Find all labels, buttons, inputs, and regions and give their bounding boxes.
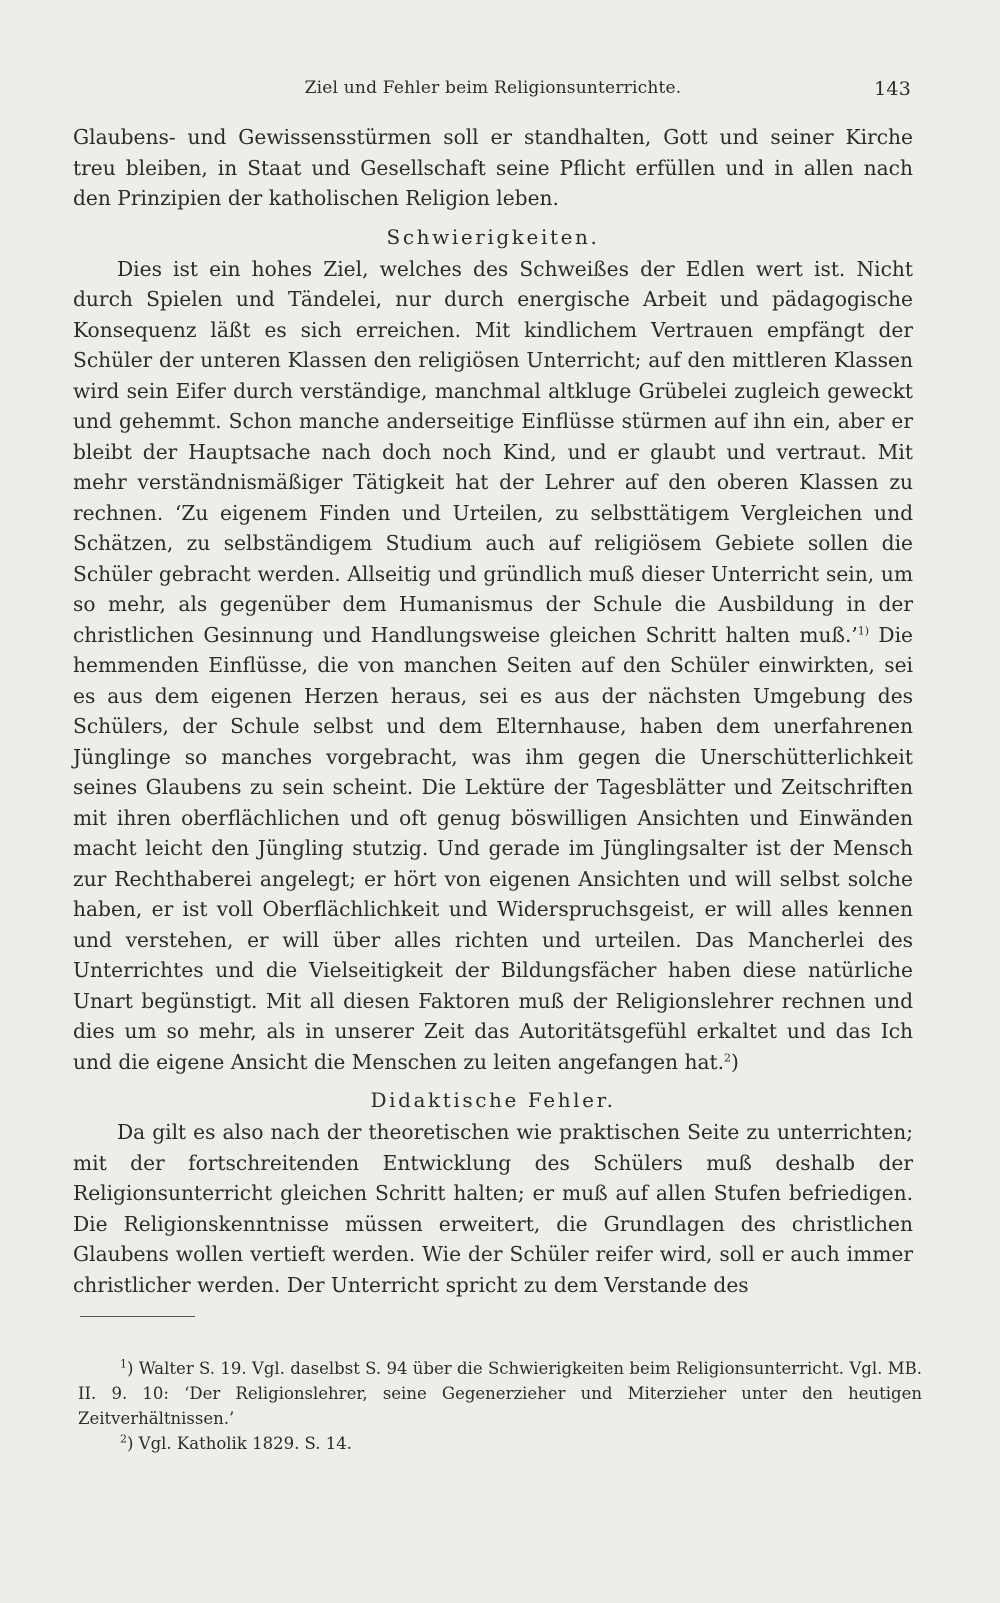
footnote-marker: 1	[120, 1357, 127, 1371]
page-number: 143	[874, 78, 911, 100]
paragraph-didaktische-fehler: Da gilt es also nach der theoretischen wie praktischen Seite zu unterrichten; mit der fortschreitenden Entwicklung des Schülers muß deshalb der Religionsunterricht gleichen Schritt halten; er muß auf allen Stufen befriedigen. Die Religionskenntnisse müssen erweitert, die Grundlagen des christlichen Glaubens wollen vertieft werden. Wie der Schüler reifer wird, soll er auch immer christlicher werden. Der Unterricht spricht zu dem Verstande des	[73, 1120, 913, 1297]
section-heading-schwierigkeiten: Schwierigkeiten.	[386, 224, 600, 249]
footnote-marker: 2	[120, 1432, 127, 1446]
footnote-2	[78, 1431, 922, 1456]
paragraph-text: Dies ist ein hohes Ziel, welches des Schweißes der Edlen wert ist. Nicht durch Spielen und Tändelei, nur durch energische Arbeit und pädagogische Konsequenz läßt es sich erreichen. Mit kindlichem Vertrauen empfängt der Schüler der unteren Klassen den religiösen Unterricht; auf den mittleren Klassen wird sein Eifer durch verständige, manchmal altkluge Grübelei zugleich geweckt und gehemmt. Schon manche anderseitige Einflüsse stürmen auf ihn ein, aber er bleibt der Hauptsache nach doch noch Kind, und er glaubt und vertraut. Mit mehr verständnismäßiger Tätigkeit hat der Lehrer auf den oberen Klassen zu rechnen. ‘Zu eigenem Finden und Urteilen, zu selbsttätigem Vergleichen und Schätzen, zu selbständigem Studium auch auf religiösem Gebiete sollen die Schüler gebracht werden. Allseitig und gründlich muß dieser Unterricht sein, um so mehr, als gegenüber dem Humanismus der Schule die Ausbildung in der christlichen Gesinnung und Handlungsweise gleichen Schritt halten muß.’	[73, 256, 913, 647]
footnote-text: ) Vgl. Katholik 1829. S. 14.	[127, 1434, 353, 1453]
body-text	[73, 122, 913, 1300]
footnote-ref-2: 2	[724, 1050, 732, 1064]
running-title: Ziel und Fehler beim Religionsunterrichte.	[304, 78, 682, 98]
intro-paragraph: Glaubens- und Gewissensstürmen soll er standhalten, Gott und seiner Kirche treu bleiben, in Staat und Gesellschaft seine Pflicht erfüllen und in allen nach den Prinzipien der katholischen Religion leben.	[73, 125, 913, 210]
paragraph-text: Die hemmenden Einflüsse, die von manchen Seiten auf den Schüler einwirkten, sei es aus dem eigenen Herzen heraus, sei es aus der nächsten Umgebung des Schülers, der Schule selbst und dem Elternhause, haben dem unerfahrenen Jünglinge so manches vorgebracht, was ihm gegen die Unerschütterlichkeit seines Glaubens zu sein scheint. Die Lektüre der Tagesblätter und Zeitschriften mit ihren oberflächlichen und oft genug böswilligen Ansichten und Einwänden macht leicht den Jüngling stutzig. Und gerade im Jünglingsalter ist der Mensch zur Rechthaberei angelegt; er hört von eigenen Ansichten und will selbst solche haben, er ist voll Oberflächlichkeit und Widerspruchsgeist, er will alles kennen und verstehen, er will über alles richten und urteilen. Das Mancherlei des Unterrichtes und die Vielseitigkeit der Bildungsfächer haben diese natürliche Unart begünstigt. Mit all diesen Faktoren muß der Religionslehrer rechnen und dies um so mehr, als in unserer Zeit das Autoritätsgefühl erkaltet und das Ich und die eigene Ansicht die Menschen zu leiten angefangen hat.	[73, 622, 913, 1074]
paragraph-schwierigkeiten	[73, 254, 913, 1078]
footnotes	[78, 1356, 922, 1456]
footnote-text: ) Walter S. 19. Vgl. daselbst S. 94 über die Schwierigkeiten beim Religionsunterricht. Vgl. MB. II. 9. 10: ‘Der Religionslehrer, seine Gegenerzieher und Miterzieher unter den heutigen Zeitverhältnissen.’	[78, 1359, 922, 1428]
paragraph-text: )	[731, 1049, 739, 1074]
footnote-1	[78, 1356, 922, 1431]
running-head	[75, 78, 911, 104]
footnote-divider	[80, 1316, 195, 1317]
footnote-ref-1: 1)	[857, 623, 870, 637]
section-heading-didaktische-fehler: Didaktische Fehler.	[370, 1088, 616, 1112]
